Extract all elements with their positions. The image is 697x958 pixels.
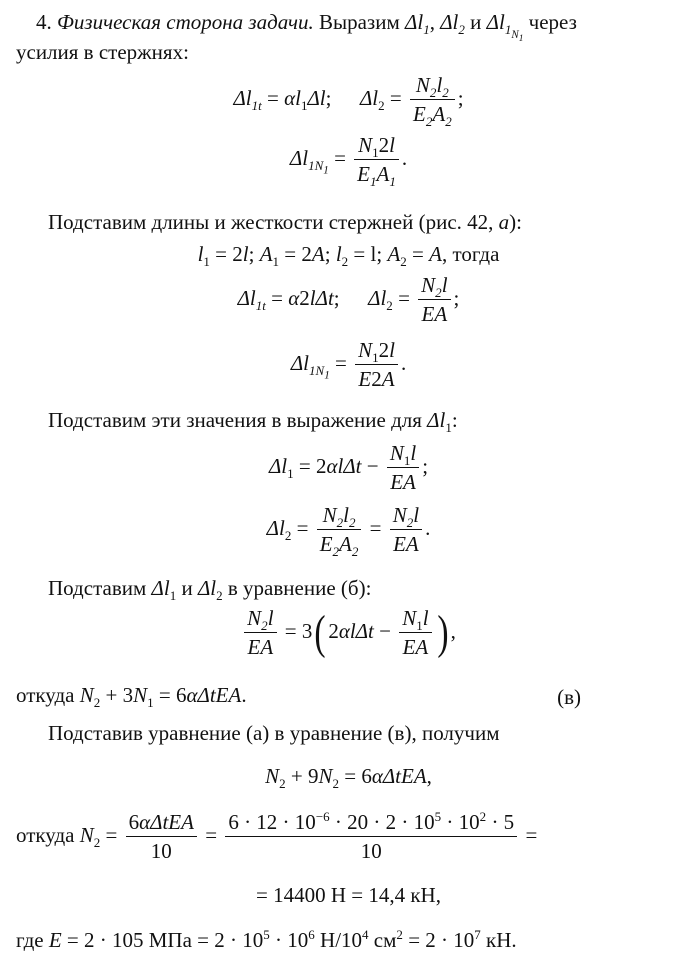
text: откуда [16, 822, 75, 847]
formula-delta-l1: $\Delta l_1 = 2\alpha l\Delta t$ − $\frac{N_1l}{EA}$ ; [268, 441, 429, 494]
text: Подставим [48, 576, 147, 600]
formula-n2-result: = 14400 Н = 14,4 кН, [256, 883, 441, 907]
formula-delta-l2: $\Delta l_2$ = $\frac{N_2l_2}{E_2A_2}$ = $\frac{N_2l}{EA}$ . [266, 503, 431, 560]
figure-ref: а [498, 210, 510, 234]
formula-elongation-1: $\Delta l_{1t} = \alpha l_1\Delta l$; $\Delta l_2$ = $\frac{N_2l_2}{E_2A_2}$ ; [233, 73, 464, 130]
paragraph-substitute-values: Подставим эти значения в выражение для $\Delta l_1$: [48, 408, 458, 436]
text: Выразим [319, 10, 400, 34]
text: Подставим длины и жесткости стержней (рис. 42, [48, 210, 494, 234]
formula-compatibility: $\frac{N_2l}{EA}$ = 3( 2αlΔt − $\frac{N_1l}{EA}$ ) , [0, 608, 697, 658]
formula-modulus: где E = 2 · 105 МПа = $2 \cdot 10^5 \cdot 10^6$ $Н/10^4$ $см^2 = 2 \cdot 10^7$ кН. [16, 927, 517, 952]
step-number: 4. [36, 10, 52, 34]
formula-elongation-substituted: $\Delta l_{1t} = \alpha 2l\Delta t$; $\Delta l_2$ = $\frac{N_2l}{EA}$ ; [237, 273, 460, 326]
text: тогда [452, 242, 500, 266]
formula-elongation-n1-substituted: $\Delta l_{1N_1}$ = $\frac{N_12l}{E2A}$ . [290, 338, 407, 391]
formula-values: $l_1 = 2l$; $A_1 = 2A$; $l_2 = l$; $A_2 = A$, тогда [197, 242, 500, 270]
text: где [16, 928, 44, 952]
paragraph-substitute-a-into-v: Подставив уравнение (а) в уравнение (в), получим [48, 721, 500, 745]
formula-elongation-n1: $\Delta l_{1N_1}$ = $\frac{N_12l}{E_1A_1}$ . [289, 133, 408, 190]
formula-n2-9n2: $N_2 + 9N_2 = 6\alpha\Delta tEA$, [265, 764, 432, 792]
text: в уравнение (б): [227, 576, 372, 600]
paragraph-substitute-equation: Подставим $\Delta l_1$ и $\Delta l_2$ в уравнение (б): [48, 576, 372, 604]
text: откуда [16, 683, 75, 707]
formula-result-v: откуда $N_2 + 3N_1 = 6\alpha\Delta tEA$. [16, 683, 247, 711]
step-title: Физическая сторона задачи. [57, 10, 314, 34]
text: Подставим эти значения в выражение для [48, 408, 422, 432]
paragraph-line-2: усилия в стержнях: [16, 40, 189, 64]
paragraph-physical-side: 4. Физическая сторона задачи. Выразим $\Delta l_1$, $\Delta l_2$ и $\Delta l_{1_{N_1}}$ через [36, 10, 577, 44]
text: и [181, 576, 193, 600]
text: через [528, 10, 577, 34]
text: и [470, 10, 482, 34]
equation-label-v: (в) [557, 685, 581, 709]
formula-n2-value: откуда $N_2$ = $\frac{\text{6αΔtEA}}{10}$ = $\frac{6 \cdot 12 \cdot 10^{-6} \cdot 20 \cdot 2 \cdot 10^5 \cdot 10^2 \cdot 5}{10}$ = [16, 809, 538, 863]
paragraph-substitute-lengths: Подставим длины и жесткости стержней (рис. 42, а): [48, 210, 522, 234]
